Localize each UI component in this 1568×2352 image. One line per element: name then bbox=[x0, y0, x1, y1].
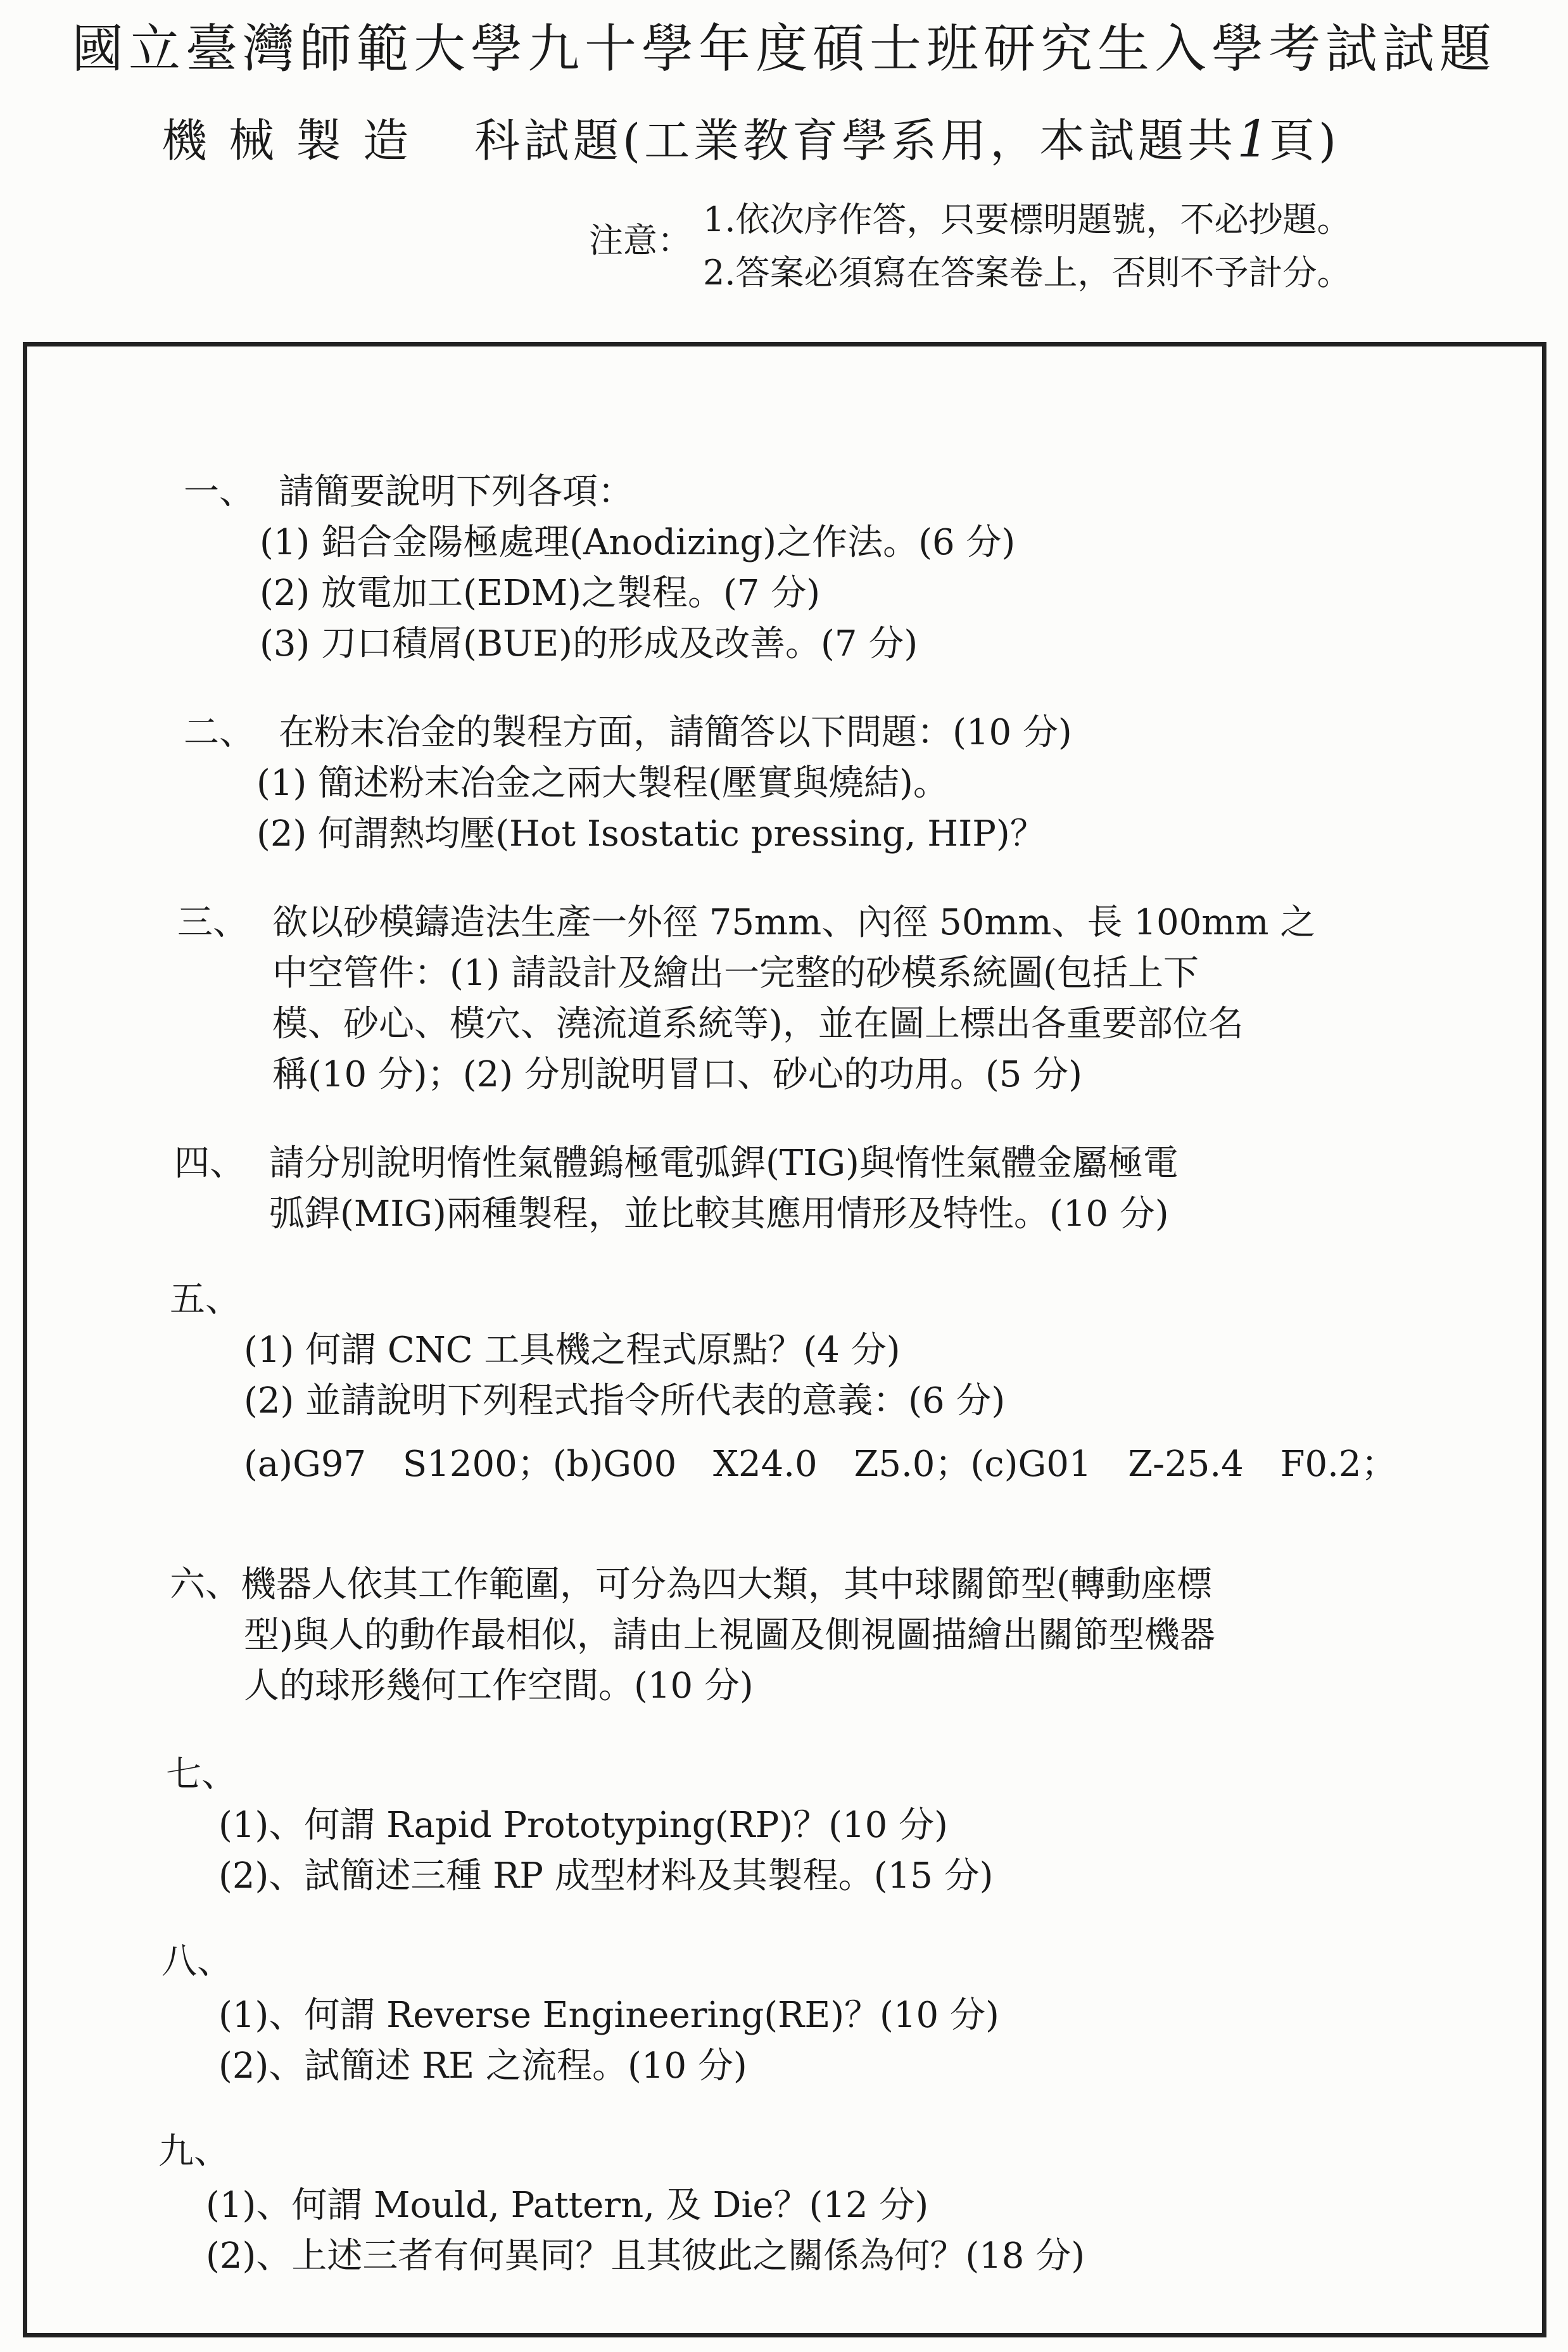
question-8 bbox=[161, 1935, 232, 1988]
question-stem: 機器人依其工作範圍，可分為四大類，其中球關節型(轉動座標 bbox=[241, 1564, 1212, 1605]
subject-name: 機械製造 bbox=[161, 114, 431, 167]
question-part: (3) 刀口積屑(BUE)的形成及改善。(7 分) bbox=[260, 623, 918, 664]
notice-list bbox=[703, 193, 1351, 300]
question-part: 弧銲(MIG)兩種製程，並比較其應用情形及特性。(10 分) bbox=[269, 1193, 1169, 1235]
question-5 bbox=[170, 1273, 241, 1326]
question-part: (1)、何謂 Mould, Pattern, 及 Die？(12 分) bbox=[206, 2185, 929, 2226]
question-part: (2) 放電加工(EDM)之製程。(7 分) bbox=[260, 573, 821, 614]
question-1 bbox=[184, 466, 633, 519]
question-part: 型)與人的動作最相似，請由上視圖及側視圖描繪出關節型機器 bbox=[244, 1615, 1215, 1656]
question-part: (2)、上述三者有何異同？且其彼此之關係為何？(18 分) bbox=[206, 2235, 1085, 2277]
question-part: (1) 鋁合金陽極處理(Anodizing)之作法。(6 分) bbox=[260, 522, 1016, 563]
question-stem: 在粉末冶金的製程方面，請簡答以下問題：(10 分) bbox=[279, 712, 1072, 753]
question-9 bbox=[158, 2125, 229, 2178]
page-count: 1 bbox=[1237, 110, 1270, 168]
question-part: 稱(10 分)；(2) 分別說明冒口、砂心的功用。(5 分) bbox=[272, 1054, 1083, 1095]
question-number: 九、 bbox=[158, 2131, 229, 2172]
question-stem: 請分別說明惰性氣體鎢極電弧銲(TIG)與惰性氣體金屬極電 bbox=[269, 1143, 1179, 1184]
question-part: 模、砂心、模穴、澆流道系統等)，並在圖上標出各重要部位名 bbox=[272, 1003, 1244, 1045]
question-number: 四、 bbox=[174, 1143, 245, 1184]
question-part: (2)、試簡述三種 RP 成型材料及其製程。(15 分) bbox=[218, 1855, 994, 1897]
page-unit: 頁) bbox=[1269, 114, 1341, 167]
question-4 bbox=[174, 1137, 1179, 1190]
question-number: 一、 bbox=[184, 471, 255, 512]
question-number: 二、 bbox=[184, 712, 255, 753]
question-part: (2) 並請說明下列程式指令所代表的意義：(6 分) bbox=[244, 1380, 1006, 1421]
question-part: (1) 何謂 CNC 工具機之程式原點？(4 分) bbox=[244, 1330, 901, 1371]
question-part: (1)、何謂 Rapid Prototyping(RP)？(10 分) bbox=[218, 1805, 948, 1846]
subtitle-rest: 科試題(工業教育學系用，本試題共 bbox=[474, 114, 1237, 167]
question-part: (2) 何謂熱均壓(Hot Isostatic pressing, HIP)？ bbox=[256, 813, 1046, 855]
question-6 bbox=[170, 1558, 1212, 1611]
question-part: (1) 簡述粉末冶金之兩大製程(壓實與燒結)。 bbox=[256, 763, 949, 804]
exam-title: 國立臺灣師範大學九十學年度碩士班研究生入學考試試題 bbox=[71, 19, 1496, 79]
question-stem: 欲以砂模鑄造法生產一外徑 75mm、內徑 50mm、長 100mm 之 bbox=[272, 902, 1316, 943]
question-number: 三、 bbox=[177, 902, 248, 943]
question-number: 六、 bbox=[170, 1564, 241, 1605]
exam-subtitle bbox=[161, 111, 1340, 169]
question-number: 八、 bbox=[161, 1941, 232, 1982]
question-part: (1)、何謂 Reverse Engineering(RE)？(10 分) bbox=[218, 1995, 999, 2036]
question-part: 中空管件：(1) 請設計及繪出一完整的砂模系統圖(包括上下 bbox=[272, 953, 1199, 994]
notice-item: 1.依次序作答，只要標明題號，不必抄題。 bbox=[703, 200, 1351, 239]
question-part: 人的球形幾何工作空間。(10 分) bbox=[244, 1665, 754, 1707]
notice-item: 2.答案必須寫在答案卷上，否則不予計分。 bbox=[703, 253, 1351, 293]
question-2 bbox=[184, 706, 1072, 760]
cnc-code-line: (a)G97 S1200；(b)G00 X24.0 Z5.0；(c)G01 Z-25.4 F0.2； bbox=[244, 1444, 1397, 1485]
question-stem: 請簡要說明下列各項： bbox=[279, 471, 633, 512]
question-3 bbox=[177, 896, 1315, 950]
notice-label: 注意： bbox=[589, 220, 692, 260]
question-number: 七、 bbox=[166, 1754, 237, 1795]
question-part: (2)、試簡述 RE 之流程。(10 分) bbox=[218, 2045, 747, 2087]
question-number: 五、 bbox=[170, 1279, 241, 1320]
question-7 bbox=[166, 1748, 237, 1802]
